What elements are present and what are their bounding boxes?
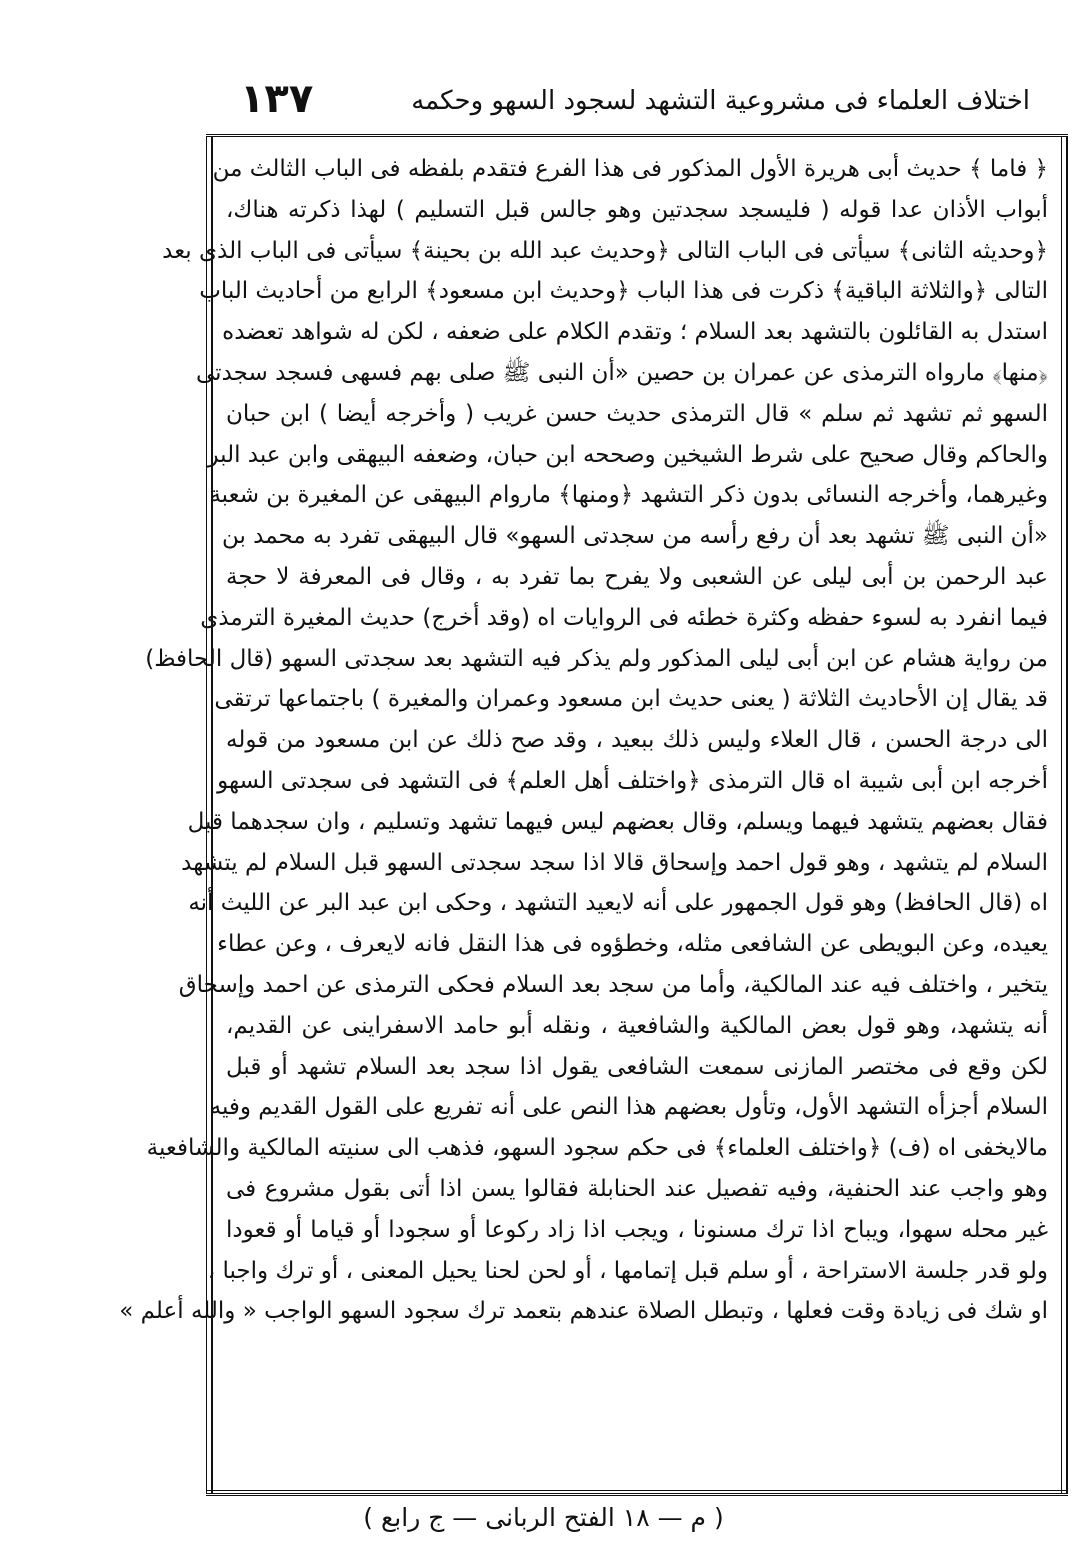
text-line: قد يقال إن الأحاديث الثلاثة ( يعنى حديث ابن مسعود وعمران والمغيرة ) باجتماعها ترتقى — [214, 686, 1048, 713]
text-line: فقال بعضهم يتشهد فيهما ويسلم، وقال بعضهم ليس فيهما تشهد وتسليم ، وان سجدهما قبل — [187, 808, 1048, 835]
text-line: وهو واجب عند الحنفية، وفيه تفصيل عند الحنابلة فقالوا يسن اذا أتى بقول مشروع فى — [226, 1175, 1048, 1202]
text-line: التالى ﴿والثلاثة الباقية﴾ ذكرت فى هذا الباب ﴿وحديث ابن مسعود﴾ الرابع من أحاديث الباب — [199, 278, 1048, 305]
body-text — [119, 149, 1048, 1332]
page-number: ١٣٧ — [240, 76, 314, 122]
text-line: ﴿وحديثه الثانى﴾ سيأتى فى الباب التالى ﴿وحديث عبد الله بن بحينة﴾ سيأتى فى الباب الذى بعد — [162, 237, 1048, 264]
footer-signature: ( م — ١٨ الفتح الربانى — ج رابع ) — [363, 1503, 724, 1532]
text-line: وغيرهما، وأخرجه النسائى بدون ذكر التشهد ﴿ومنها﴾ ماروام البيهقى عن المغيرة بن شعبة — [209, 482, 1048, 509]
text-line: السلام أجزأه التشهد الأول، وتأول بعضهم هذا النص على أنه تفريع على القول القديم وفيه — [209, 1094, 1048, 1121]
text-line: ولو قدر جلسة الاستراحة ، أو سلم قبل إتمامها ، أو لحن لحنا يحيل المعنى ، أو ترك واجبا ، — [207, 1257, 1048, 1284]
text-line: أخرجه ابن أبى شيبة اه قال الترمذى ﴿واختلف أهل العلم﴾ فى التشهد فى سجدتى السهو — [217, 767, 1048, 794]
text-line: السلام لم يتشهد ، وهو قول احمد وإسحاق قالا اذا سجد سجدتى السهو قبل السلام لم يتشهد — [181, 849, 1048, 876]
text-line: اه (قال الحافظ) وهو قول الجمهور على أنه لايعيد التشهد ، وحكى ابن عبد البر عن الليث أنه — [188, 890, 1048, 917]
text-line: الى درجة الحسن ، قال العلاء وليس ذلك ببعيد ، وقد صح ذلك عن ابن مسعود من قوله — [226, 727, 1048, 754]
text-line: يتخير ، واختلف فيه عند المالكية، وأما من سجد بعد السلام فحكى الترمذى عن احمد وإسحاق — [178, 971, 1048, 998]
text-line: من رواية هشام عن ابن أبى ليلى المذكور ولم يذكر فيه التشهد بعد سجدتى السهو (قال الحافظ) — [145, 645, 1048, 672]
text-line: أنه يتشهد، وهو قول بعض المالكية والشافعية ، ونقله أبو حامد الاسفراينى عن القديم، — [226, 1012, 1048, 1039]
footer-rule — [206, 1490, 1068, 1497]
text-line: لكن وقع فى مختصر المازنى سمعت الشافعى يقول اذا سجد بعد السلام تشهد أو قبل — [226, 1053, 1048, 1080]
text-line: غير محله سهوا، ويباح اذا ترك مسنونا ، ويجب اذا زاد ركوعا أو سجودا أو قياما أو قعودا — [226, 1216, 1048, 1243]
text-line: مالايخفى اه (ف) ﴿واختلف العلماء﴾ فى حكم سجود السهو، فذهب الى سنيته المالكية والشافعية — [146, 1135, 1048, 1162]
text-line: فيما انفرد به لسوء حفظه وكثرة خطئه فى الروايات اه (وقد أخرج) حديث المغيرة الترمذى — [200, 604, 1048, 631]
page-header — [200, 76, 1050, 130]
text-line: «أن النبى ﷺ تشهد بعد أن رفع رأسه من سجدتى السهو» قال البيهقى تفرد به محمد بن — [221, 523, 1048, 550]
running-title: اختلاف العلماء فى مشروعية التشهد لسجود السهو وحكمه — [411, 86, 1030, 116]
text-line: عبد الرحمن بن أبى ليلى عن الشعبى ولا يفرح بما تفرد به ، وقال فى المعرفة لا حجة — [226, 563, 1048, 590]
text-line: او شك فى زيادة وقت فعلها ، وتبطل الصلاة عندهم بتعمد ترك سجود السهو الواجب « والله أعلم » — [119, 1298, 1048, 1325]
text-line: والحاكم وقال صحيح على شرط الشيخين وصححه ابن حبان، وضعفه البيهقى وابن عبد البر — [207, 441, 1048, 468]
text-line: ﴿ فاما ﴾ حديث أبى هريرة الأول المذكور فى هذا الفرع فتقدم بلفظه فى الباب الثالث من — [212, 156, 1048, 182]
text-line: استدل به القائلون بالتشهد بعد السلام ؛ وتقدم الكلام على ضعفه ، لكن له شواهد تعضده — [222, 319, 1048, 346]
text-line: أبواب الأذان عدا قوله ( فليسجد سجدتين وهو جالس قبل التسليم ) لهذا ذكرته هناك، — [226, 196, 1048, 223]
text-line: يعيده، وعن البويطى عن الشافعى مثله، وخطؤوه فى هذا النقل فانه لايعرف ، وعن عطاء — [217, 931, 1048, 958]
text-line: ﴿منها﴾ مارواه الترمذى عن عمران بن حصين «أن النبى ﷺ صلى بهم فسهى فسجد سجدتى — [196, 359, 1048, 386]
text-frame — [119, 134, 1068, 1496]
text-line: السهو ثم تشهد ثم سلم » قال الترمذى حديث حسن غريب ( وأخرجه أيضا ) ابن حبان — [226, 400, 1048, 427]
